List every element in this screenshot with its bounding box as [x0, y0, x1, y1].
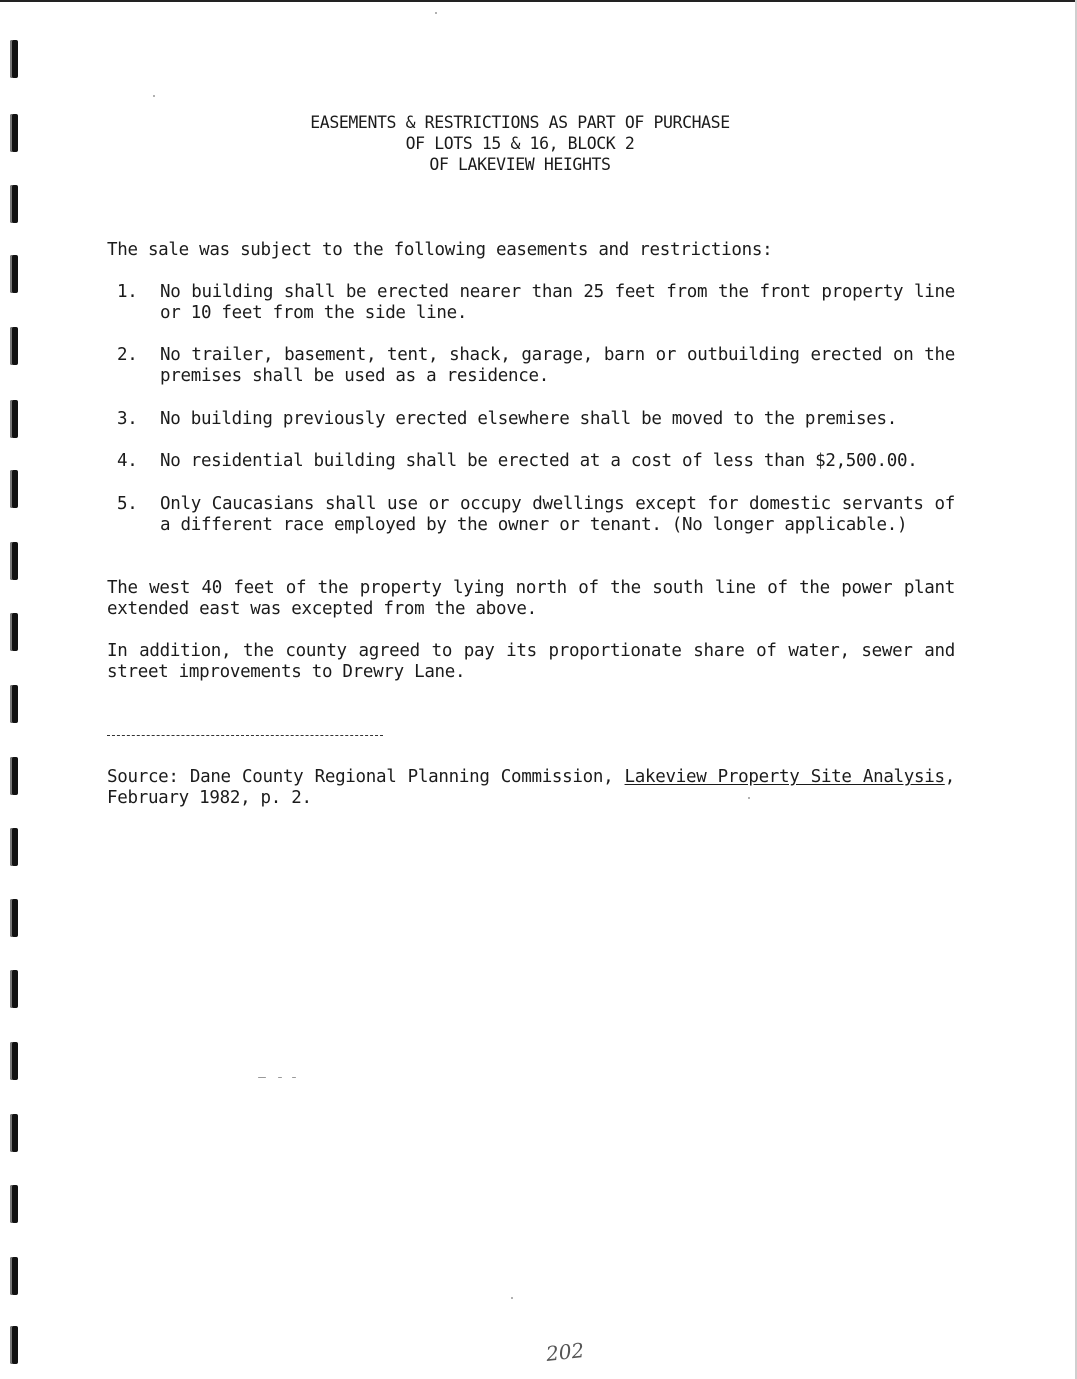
- list-item-4: [117, 451, 955, 472]
- west-property-paragraph: The west 40 feet of the property lying north of the south line of the power plant extended east was excepted from the above.: [107, 578, 955, 619]
- list-number: 4.: [117, 451, 138, 471]
- source-title: Lakeview Property Site Analysis: [624, 767, 945, 787]
- intro-paragraph: The sale was subject to the following easements and restrictions:: [107, 240, 773, 260]
- perforation-hole: [10, 1257, 18, 1295]
- perforation-hole: [10, 757, 18, 795]
- scan-speck: [153, 95, 155, 97]
- title-line-3: OF LAKEVIEW HEIGHTS: [429, 155, 611, 174]
- perforation-hole: [10, 40, 18, 78]
- perforation-hole: [10, 114, 18, 152]
- perforation-hole: [10, 828, 18, 866]
- binder-perforations: [8, 0, 22, 1379]
- source-citation: [107, 767, 955, 809]
- perforation-hole: [10, 185, 18, 223]
- list-text: No residential building shall be erected at a cost of less than $2,500.00.: [160, 451, 918, 471]
- list-text: Only Caucasians shall use or occupy dwellings except for domestic servants of a different race employed by the owner or tenant. (No longer applicable.): [160, 494, 955, 535]
- perforation-hole: [10, 685, 18, 723]
- list-item-3: [117, 409, 955, 430]
- list-text: No trailer, basement, tent, shack, garage, barn or outbuilding erected on the premises shall be used as a residence.: [160, 345, 955, 386]
- perforation-hole: [10, 400, 18, 438]
- page-top-edge: [0, 0, 1077, 2]
- perforation-hole: [10, 970, 18, 1008]
- perforation-hole: [10, 255, 18, 293]
- list-item-5: [117, 494, 955, 536]
- list-text: No building previously erected elsewhere shall be moved to the premises.: [160, 409, 897, 429]
- scan-speck: [292, 1077, 296, 1078]
- perforation-hole: [10, 1185, 18, 1223]
- scan-speck: [748, 797, 750, 799]
- footnote-rule: [107, 735, 383, 736]
- handwritten-page-number: 202: [544, 1338, 586, 1366]
- list-number: 3.: [117, 409, 138, 429]
- perforation-hole: [10, 899, 18, 937]
- list-item-2: [117, 345, 955, 387]
- document-title: [200, 112, 840, 175]
- perforation-hole: [10, 1114, 18, 1152]
- scan-speck: [258, 1077, 266, 1078]
- scan-speck: [278, 1077, 282, 1078]
- perforation-hole: [10, 613, 18, 651]
- county-addition-paragraph: In addition, the county agreed to pay its proportionate share of water, sewer and street improvements to Drewry Lane.: [107, 641, 955, 682]
- list-number: 5.: [117, 494, 138, 514]
- perforation-hole: [10, 470, 18, 508]
- list-number: 2.: [117, 345, 138, 365]
- perforation-hole: [10, 1326, 18, 1364]
- source-suffix: , February 1982, p. 2.: [107, 767, 955, 808]
- title-line-1: EASEMENTS & RESTRICTIONS AS PART OF PURCHASE: [310, 113, 730, 132]
- list-number: 1.: [117, 282, 138, 302]
- list-text: No building shall be erected nearer than 25 feet from the front property line or 10 feet from the side line.: [160, 282, 955, 323]
- perforation-hole: [10, 327, 18, 365]
- scan-speck: [511, 1297, 513, 1299]
- perforation-hole: [10, 1042, 18, 1080]
- source-prefix: Source: Dane County Regional Planning Commission,: [107, 767, 625, 787]
- perforation-hole: [10, 542, 18, 580]
- list-item-1: [117, 282, 955, 324]
- title-line-2: OF LOTS 15 & 16, BLOCK 2: [405, 134, 635, 153]
- scan-speck: [435, 12, 437, 14]
